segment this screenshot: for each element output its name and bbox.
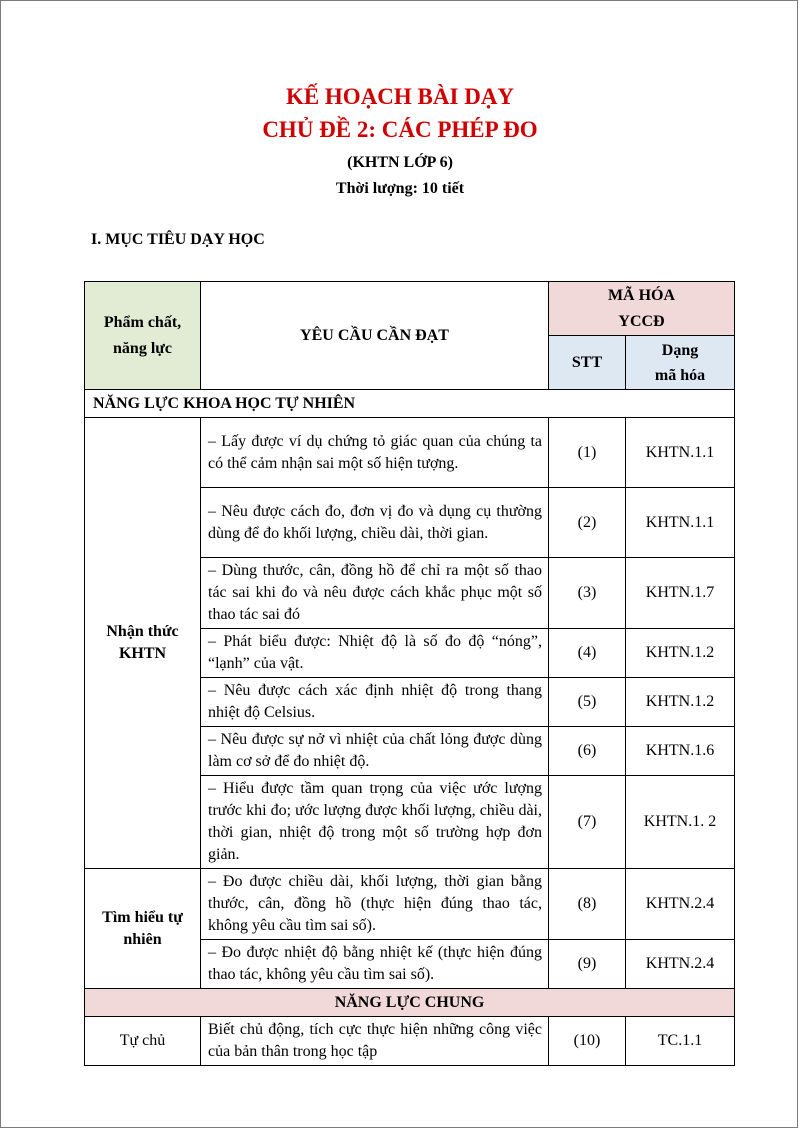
header-ma-hoa-line1: MÃ HÓA (607, 286, 676, 304)
row-stt: (2) (549, 488, 626, 558)
requirement-text: – Hiểu được tầm quan trọng của việc ước lượng trước khi đo; ước lượng được khối lượng, chiều dài, thời gian, nhiệt độ trong một số trường hợp đơn giản. (201, 776, 549, 869)
table-row (85, 418, 735, 488)
row-stt: (10) (549, 1017, 626, 1066)
category-tim-hieu (85, 869, 201, 989)
group-row-chung (85, 989, 735, 1017)
header-dang-line1: Dạng (661, 341, 699, 359)
group-row-khtn (85, 390, 735, 418)
header-ma-hoa (549, 282, 735, 336)
requirement-text: – Phát biểu được: Nhiệt độ là số đo độ “nóng”, “lạnh” của vật. (201, 629, 549, 678)
header-dang-ma-hoa (626, 336, 735, 390)
group-title-khtn: NĂNG LỰC KHOA HỌC TỰ NHIÊN (85, 390, 735, 418)
row-stt: (4) (549, 629, 626, 678)
row-code: KHTN.1.6 (626, 727, 735, 776)
row-code: KHTN.1.2 (626, 629, 735, 678)
row-stt: (3) (549, 558, 626, 629)
requirement-text: – Đo được chiều dài, khối lượng, thời gian bằng thước, cân, đồng hồ (thực hiện đúng thao tác, không yêu cầu tìm sai số). (201, 869, 549, 940)
topic-title: CHỦ ĐỀ 2: CÁC PHÉP ĐO (262, 117, 538, 142)
header-dang-line2: mã hóa (654, 366, 706, 384)
category-tu-chu: Tự chủ (85, 1017, 201, 1066)
category-tim-hieu-line2: nhiên (123, 930, 162, 948)
category-nhan-thuc-line2: KHTN (118, 645, 167, 662)
row-code: KHTN.1.2 (626, 678, 735, 727)
requirement-text: – Nêu được cách xác định nhiệt độ trong thang nhiệt độ Celsius. (201, 678, 549, 727)
row-code: KHTN.1.7 (626, 558, 735, 629)
grade-subtitle: (KHTN LỚP 6) (347, 154, 453, 171)
section-heading: I. MỤC TIÊU DẠY HỌC (91, 231, 265, 248)
table-row (85, 1017, 735, 1066)
requirement-text: – Dùng thước, cân, đồng hồ để chỉ ra một số thao tác sai khi đo và nêu được cách khắc phục một số thao tác sai đó (201, 558, 549, 629)
requirement-text: – Nêu được sự nở vì nhiệt của chất lỏng được dùng làm cơ sở để đo nhiệt độ. (201, 727, 549, 776)
requirement-text: – Đo được nhiệt độ bằng nhiệt kế (thực hiện đúng thao tác, không yêu cầu tìm sai số). (201, 940, 549, 989)
row-code: KHTN.2.4 (626, 869, 735, 940)
row-code: TC.1.1 (626, 1017, 735, 1066)
category-nhan-thuc-line1: Nhận thức (106, 623, 179, 640)
table-row (85, 869, 735, 940)
category-tim-hieu-line1: Tìm hiểu tự (102, 908, 183, 926)
row-stt: (6) (549, 727, 626, 776)
header-pham-chat-line1: Phẩm chất, (103, 313, 182, 331)
header-stt: STT (549, 336, 626, 390)
row-stt: (8) (549, 869, 626, 940)
header-ma-hoa-line2: YCCĐ (618, 312, 665, 330)
row-stt: (1) (549, 418, 626, 488)
requirement-text: – Nêu được cách đo, đơn vị đo và dụng cụ thường dùng để đo khối lượng, chiều dài, thời gian. (201, 488, 549, 558)
category-nhan-thuc (85, 418, 201, 869)
requirement-text: – Lấy được ví dụ chứng tỏ giác quan của chúng ta có thể cảm nhận sai một số hiện tượng. (201, 418, 549, 488)
group-title-chung: NĂNG LỰC CHUNG (85, 989, 735, 1017)
duration-text: Thời lượng: 10 tiết (335, 180, 465, 197)
row-stt: (5) (549, 678, 626, 727)
row-code: KHTN.1.1 (626, 488, 735, 558)
header-yeu-cau: YÊU CẦU CẦN ĐẠT (201, 282, 549, 390)
row-stt: (7) (549, 776, 626, 869)
row-stt: (9) (549, 940, 626, 989)
row-code: KHTN.1. 2 (626, 776, 735, 869)
row-code: KHTN.2.4 (626, 940, 735, 989)
objectives-table (84, 281, 735, 1066)
lesson-plan-title: KẾ HOẠCH BÀI DẠY (285, 84, 515, 109)
requirement-text: Biết chủ động, tích cực thực hiện những công việc của bản thân trong học tập (201, 1017, 549, 1066)
header-pham-chat-line2: năng lực (113, 339, 172, 357)
row-code: KHTN.1.1 (626, 418, 735, 488)
header-pham-chat (85, 282, 201, 390)
